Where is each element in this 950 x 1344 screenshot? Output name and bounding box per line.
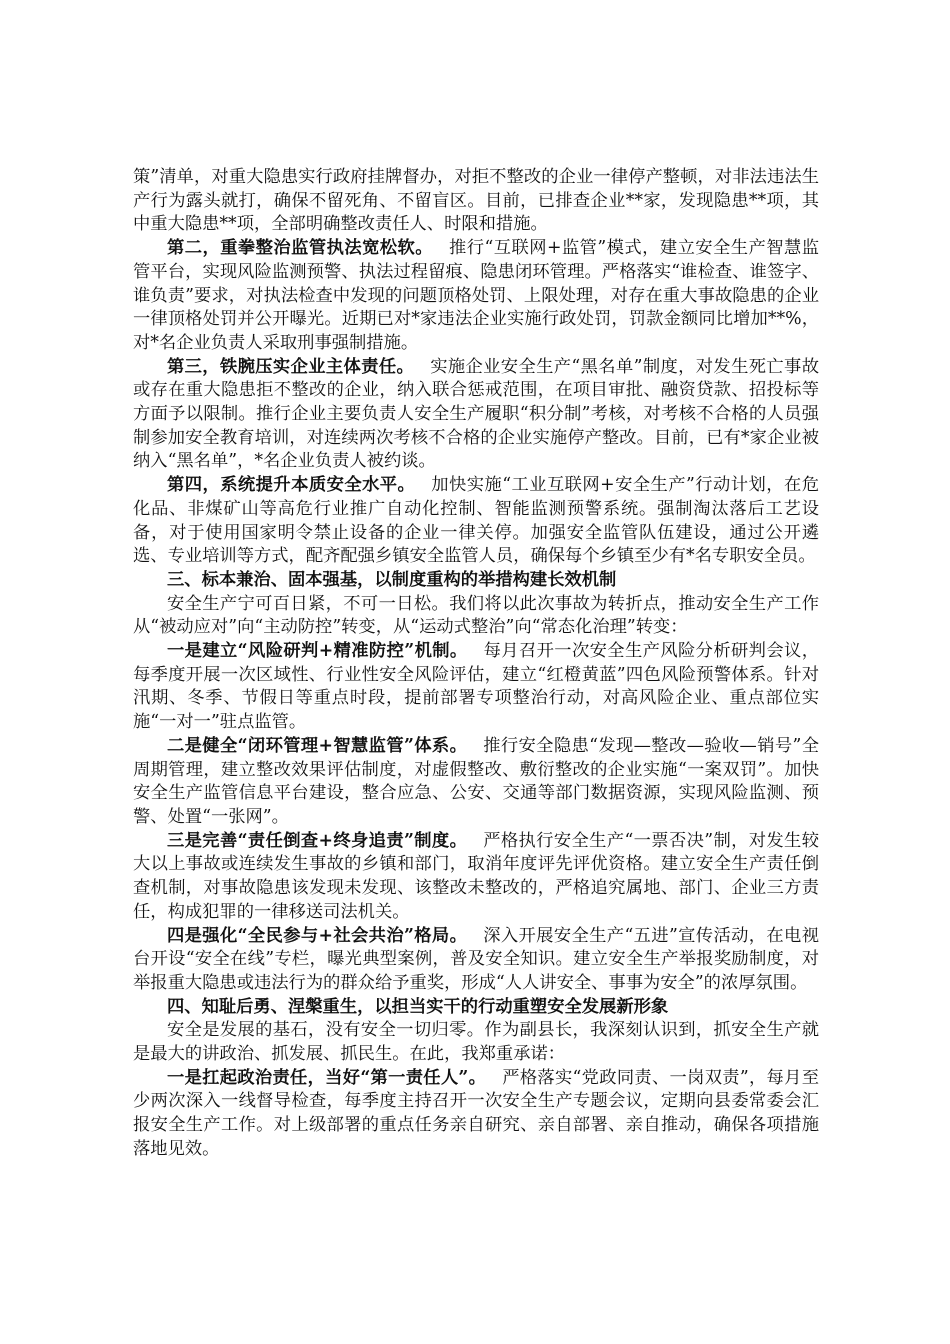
section-heading-3: 三、标本兼治、固本强基，以制度重构的举措构建长效机制: [167, 569, 617, 590]
paragraph-body: 深入开展安全生产“五进”宣传活动，在电视台开设“安全在线”专栏，曝光典型案例，普及安全知识。建立安全生产举报奖励制度，对举报重大隐患或违法行为的群众给予重奖，形成“人人讲安全、事事为安全”的浓厚氛围。: [133, 925, 819, 993]
paragraph-intro-3: 安全生产宁可百日紧，不可一日松。我们将以此次事故为转折点，推动安全生产工作从“被动应对”向“主动防控”转变，从“运动式整治”向“常态化治理”转变：: [133, 593, 819, 638]
paragraph-body: 推行安全隐患“发现—整改—验收—销号”全周期管理，建立整改效果评估制度，对虚假整改、敷衍整改的企业实施“一案双罚”。加快安全生产监管信息平台建设，整合应急、公安、交通等部门数据资源，实现风险监测、预警、处置“一张网”。: [133, 735, 819, 827]
paragraph-point-2: [133, 237, 819, 356]
document-page: [133, 166, 819, 1162]
paragraph-body: 加快实施“工业互联网+安全生产”行动计划，在危化品、非煤矿山等高危行业推广自动化控制、智能监测预警系统。强制淘汰落后工艺设备，对于使用国家明令禁止设备的企业一律关停。加强安全监管队伍建设，通过公开遴选、专业培训等方式，配齐配强乡镇安全监管人员，确保每个乡镇至少有*名专职安全员。: [133, 475, 819, 567]
paragraph-lead: 四是强化“全民参与+社会共治”格局。: [167, 925, 468, 946]
paragraph-measure-3: [133, 830, 819, 925]
paragraph-lead: 一是建立“风险研判+精准防控”机制。: [167, 641, 468, 662]
paragraph-lead: 三是完善“责任倒查+终身追责”制度。: [167, 830, 468, 851]
paragraph-body: 每月召开一次安全生产风险分析研判会议，每季度开展一次区域性、行业性安全风险评估，建立“红橙黄蓝”四色风险预警体系。针对汛期、冬季、节假日等重点时段，提前部署专项整治行动，对高风险企业、重点部位实施“一对一”驻点监管。: [133, 641, 819, 733]
paragraph-lead: 第二，重拳整治监管执法宽松软。: [167, 238, 433, 259]
paragraph-body: 严格落实“党政同责、一岗双责”，每月至少两次深入一线督导检查，每季度主持召开一次安全生产专题会议，定期向县委常委会汇报安全生产工作。对上级部署的重点任务亲自研究、亲自部署、亲自推动，确保各项措施落地见效。: [133, 1067, 819, 1159]
paragraph-measure-1: [133, 640, 819, 735]
paragraph-lead: 第三，铁腕压实企业主体责任。: [167, 356, 415, 377]
paragraph-body: 推行“互联网+监管”模式，建立安全生产智慧监管平台，实现风险监测预警、执法过程留痕、隐患闭环管理。严格落实“谁检查、谁签字、谁负责”要求，对执法检查中发现的问题顶格处罚、上限处理，对存在重大事故隐患的企业一律顶格处罚并公开曝光。近期已对*家违法企业实施行政处罚，罚款金额同比增加**%，对*名企业负责人采取刑事强制措施。: [133, 238, 819, 353]
section-heading-4: 四、知耻后勇、涅槃重生，以担当实干的行动重塑安全发展新形象: [167, 996, 669, 1017]
paragraph-measure-4: [133, 925, 819, 996]
paragraph-body: 实施企业安全生产“黑名单”制度，对发生死亡事故或存在重大隐患拒不整改的企业，纳入联合惩戒范围，在项目审批、融资贷款、招投标等方面予以限制。推行企业主要负责人安全生产履职“积分制”考核，对考核不合格的人员强制参加安全教育培训，对连续两次考核不合格的企业实施停产整改。目前，已有*家企业被纳入“黑名单”，*名企业负责人被约谈。: [133, 356, 819, 472]
paragraph-pledge-1: [133, 1067, 819, 1162]
paragraph-lead: 二是健全“闭环管理+智慧监管”体系。: [167, 735, 468, 756]
paragraph-continuation: 策”清单，对重大隐患实行政府挂牌督办，对拒不整改的企业一律停产整顿，对非法违法生产行为露头就打，确保不留死角、不留盲区。目前，已排查企业**家，发现隐患**项，其中重大隐患**项，全部明确整改责任人、时限和措施。: [133, 167, 819, 235]
paragraph-point-4: [133, 474, 819, 569]
paragraph-intro-4: 安全是发展的基石，没有安全一切归零。作为副县长，我深刻认识到，抓安全生产就是最大的讲政治、抓发展、抓民生。在此，我郑重承诺：: [133, 1020, 819, 1065]
paragraph-body: 严格执行安全生产“一票否决”制，对发生较大以上事故或连续发生事故的乡镇和部门，取消年度评先评优资格。建立安全生产责任倒查机制，对事故隐患该发现未发现、该整改未整改的，严格追究属地、部门、企业三方责任，构成犯罪的一律移送司法机关。: [133, 830, 819, 922]
paragraph-lead: 第四，系统提升本质安全水平。: [167, 475, 416, 496]
paragraph-point-3: [133, 356, 819, 475]
paragraph-lead: 一是扛起政治责任，当好“第一责任人”。: [167, 1067, 487, 1088]
paragraph-measure-2: [133, 735, 819, 830]
